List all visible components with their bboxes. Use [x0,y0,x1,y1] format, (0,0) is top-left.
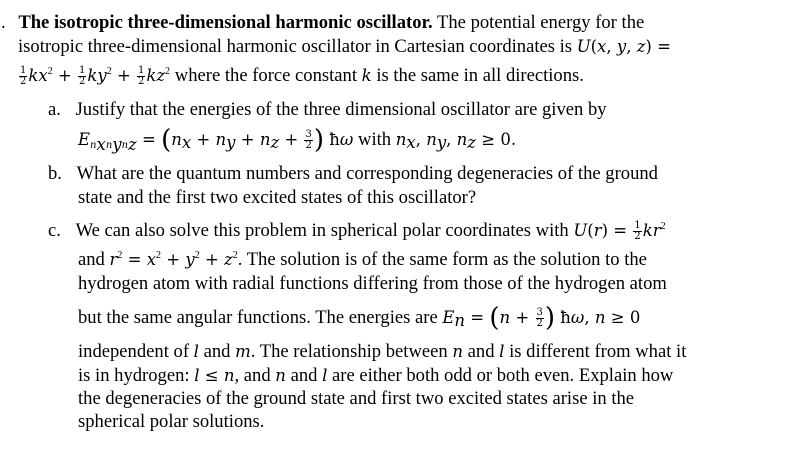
symbol-l: l [322,366,328,385]
part-c-line-3 [78,272,667,296]
part-a-line-2 [78,125,517,155]
part-c-text-2b: . The solution is of the same form as the solution to the [237,249,647,270]
problem-title: The isotropic three-dimensional harmonic oscillator. [18,12,433,33]
potential-cartesian-equation: U(x, y, z) = [576,37,671,56]
problem-bullet: . [1,12,6,33]
part-c-line-4 [78,303,641,333]
problem-intro-3: where the force constant [174,65,358,86]
part-c-text-6c: and [290,365,318,386]
radius-definition: $r^2 = x^2 + y^2 + z^2$ [109,250,238,269]
problem-line-1 [1,11,644,35]
energy-spherical-equation: $E_n = (n$ + $\frac{3}{2}$ ) ħω, n ≥ 0 [442,303,641,333]
symbol-n: n [275,366,286,385]
symbol-l: l [193,342,199,361]
part-c-text-8: spherical polar solutions. [78,411,265,432]
part-c-text-6a: is in hydrogen: [78,365,190,386]
part-a-line-1 [48,98,607,122]
symbol-m: m [235,342,251,361]
part-b-text-1: What are the quantum numbers and corresponding degeneracies of the ground [76,163,658,184]
force-constant-symbol: k [361,66,372,85]
part-c-text-5d: and [467,341,495,362]
part-c-text-6b: , and [234,365,271,386]
part-a-letter: a. [48,99,61,120]
problem-intro-2: isotropic three-dimensional harmonic oscillator in Cartesian coordinates is [18,36,573,57]
part-c-text-1: We can also solve this problem in spherical polar coordinates with [75,220,569,241]
potential-cartesian-terms: $\frac{1}{2}$ $kx^2$ + $\frac{1}{2}$ $ky^2$ + $\frac{1}{2}$ $kz^2$ [20,65,171,88]
problem-intro-4: is the same in all directions. [376,65,584,86]
part-c-line-1 [48,219,666,243]
part-b-letter: b. [48,163,62,184]
energy-cartesian-equation: $E_{n_xn_yn_z} = (n_x + n_y + n_z$ + $\frac{3}{2}$ ) ħω [78,125,354,155]
part-c-text-5e: is different from what it [509,341,687,362]
part-c-text-3: hydrogen atom with radial functions differing from those of the hydrogen atom [78,273,667,294]
part-c-line-8 [78,410,264,434]
part-c-line-7 [78,387,634,411]
part-b-line-2 [78,186,476,210]
part-a-text-1: Justify that the energies of the three dimensional oscillator are given by [75,99,607,120]
part-c-line-6 [78,364,673,388]
part-c-line-2 [78,248,647,272]
part-c-line-5 [78,340,686,364]
part-b-text-2: state and the first two excited states of this oscillator? [78,187,477,208]
part-c-text-4: but the same angular functions. The energies are [78,307,438,328]
part-c-letter: c. [48,220,61,241]
part-c-text-6d: are either both odd or both even. Explain how [332,365,674,386]
symbol-n: n [452,342,463,361]
problem-line-3 [18,64,584,88]
part-c-text-2a: and [78,249,105,270]
quantum-number-condition: $n_x$, $n_y$, $n_z \ge 0$. [395,130,517,152]
problem-line-2 [18,35,671,59]
l-le-n-relation: l ≤ n [194,366,235,385]
part-c-text-5b: and [203,341,231,362]
part-a-with: with [358,129,392,150]
potential-spherical-equation: U(r) = $\frac{1}{2}$ $kr^2$ [573,220,666,243]
part-c-text-7: the degeneracies of the ground state and first two excited states arise in the [78,388,635,409]
part-b-line-1 [48,162,658,186]
part-c-text-5a: independent of [78,341,190,362]
part-c-text-5c: . The relationship between [250,341,448,362]
problem-intro-1: The potential energy for the [437,12,645,33]
symbol-l: l [499,342,505,361]
